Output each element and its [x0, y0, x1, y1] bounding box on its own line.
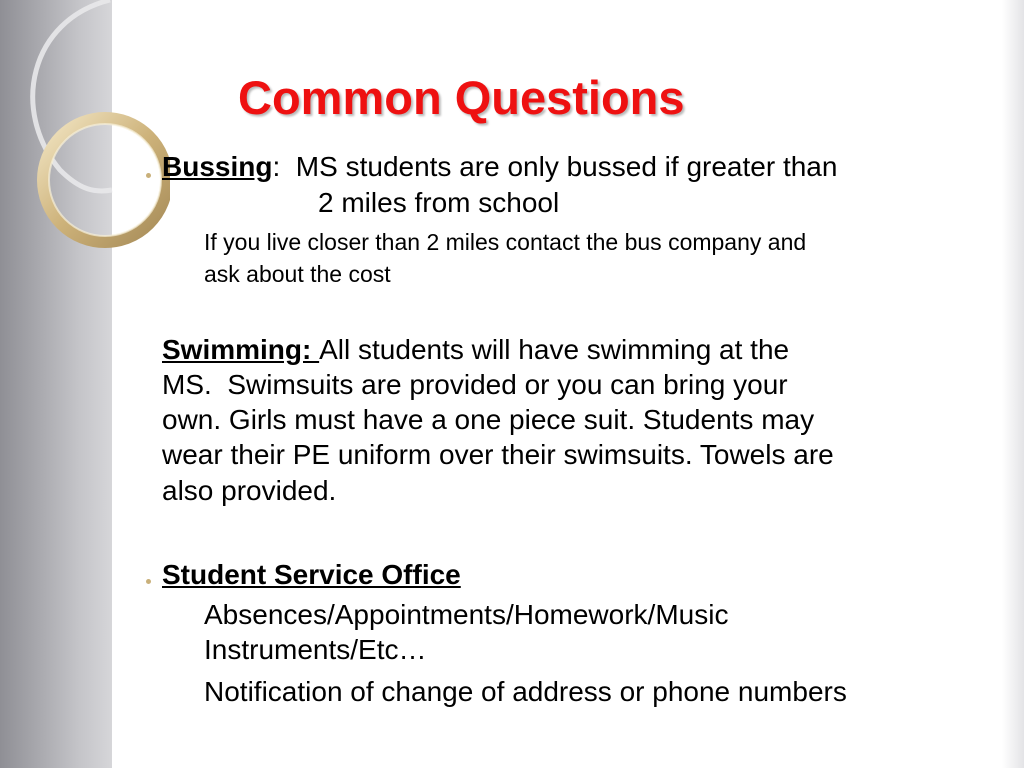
swimming-heading: Swimming: [162, 334, 320, 365]
swimming-text-2: MS. Swimsuits are provided or you can bring your [162, 369, 788, 400]
swimming-text-4: wear their PE uniform over their swimsuits. Towels are [162, 439, 834, 470]
right-edge-shadow [1002, 0, 1024, 768]
student-service-item-1-line-1: Absences/Appointments/Homework/Music [204, 599, 729, 630]
swimming-text-3: own. Girls must have a one piece suit. Students may [162, 404, 815, 435]
bussing-sub-line-2: ask about the cost [204, 261, 391, 287]
swimming-text-1: All students will have swimming at the [319, 334, 790, 365]
bullet-dot [146, 579, 151, 584]
decorative-rings [0, 0, 170, 300]
student-service-item-2: Notification of change of address or phone numbers [204, 676, 847, 707]
bussing-heading: Bussing [162, 151, 273, 182]
bullet-dot [146, 173, 151, 178]
student-service-heading [162, 558, 461, 592]
bussing-line-1 [162, 150, 837, 184]
student-service-heading-text: Student Service Office [162, 559, 461, 590]
bussing-colon: : [272, 151, 281, 182]
bussing-sub-line-1: If you live closer than 2 miles contact the bus company and [204, 229, 807, 255]
bussing-text-1: MS students are only bussed if greater than [280, 151, 838, 182]
bussing-text-2: 2 miles from school [318, 187, 560, 218]
student-service-item-1-line-2: Instruments/Etc… [204, 634, 427, 665]
swimming-line-1 [162, 333, 789, 367]
slide-title: Common Questions [238, 71, 685, 124]
swimming-text-5: also provided. [162, 475, 337, 506]
